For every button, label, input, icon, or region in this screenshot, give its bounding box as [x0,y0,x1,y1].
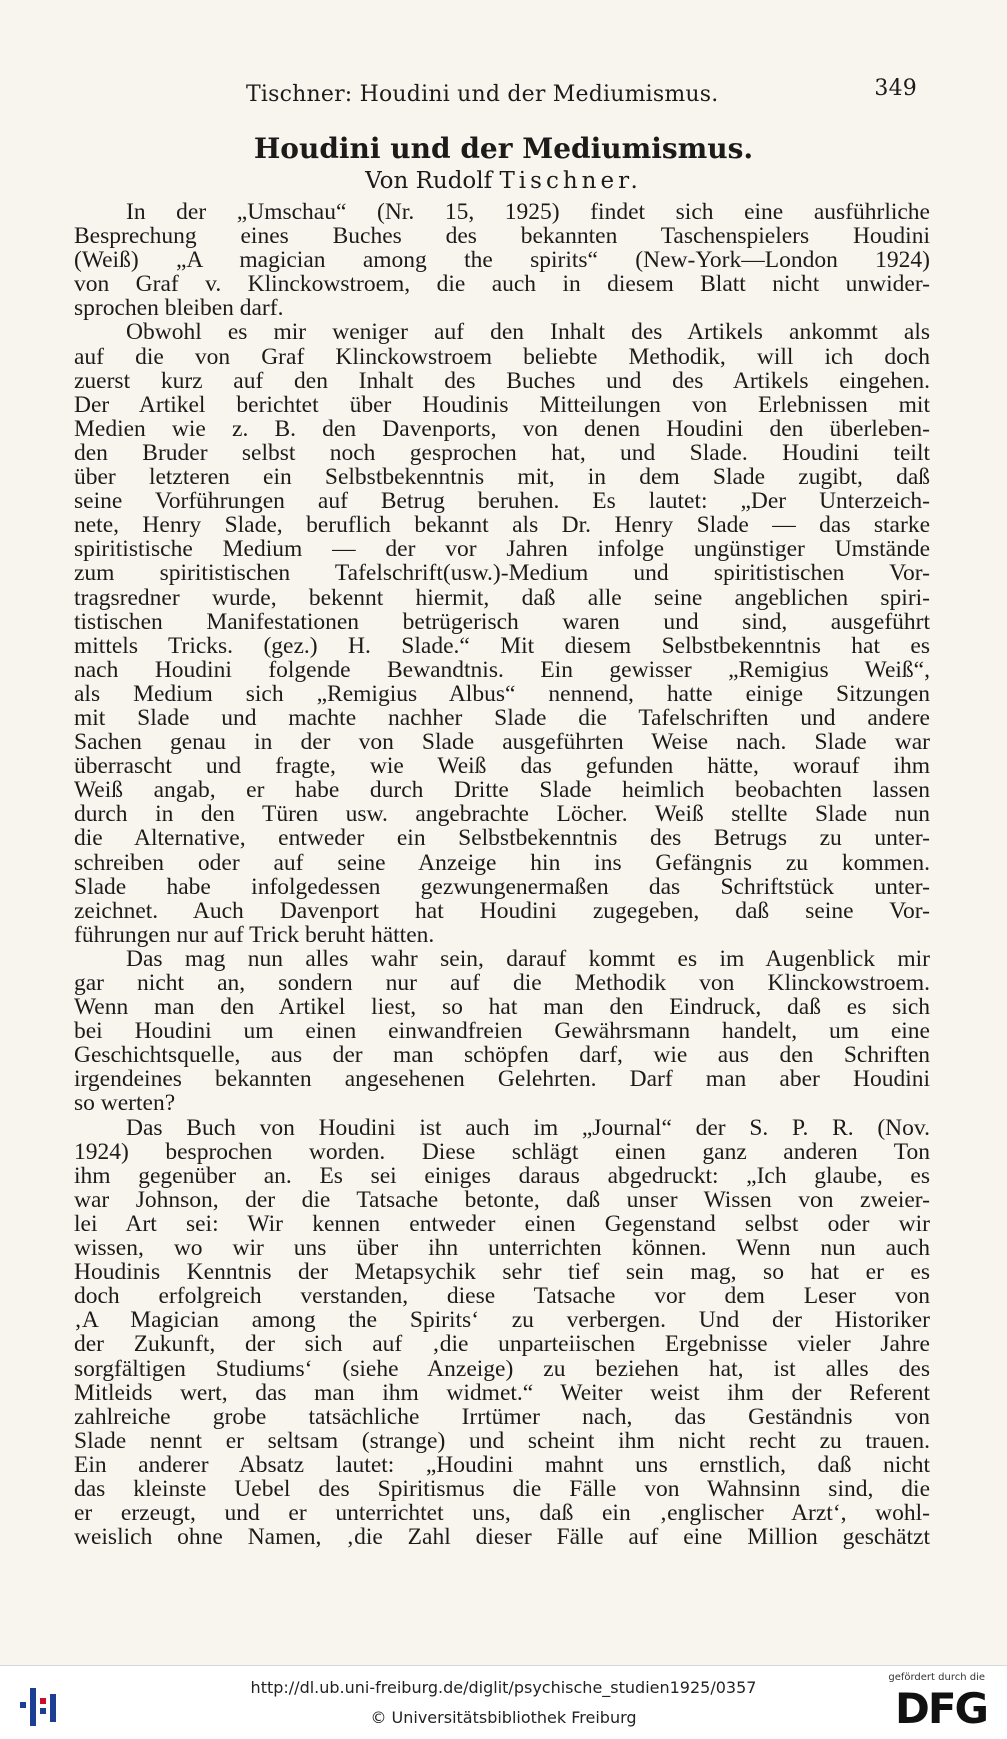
text-line: zahlreiche grobe tatsächliche Irrtümer nach, das Geständnis von [74,1404,930,1429]
text-line: nach Houdini folgende Bewandtnis. Ein gewisser „Remigius Weiß“, [74,657,930,682]
dfg-caption: gefördert durch die [888,1672,985,1683]
text-line: Geschichtsquelle, aus der man schöpfen darf, wie aus den Schriften [74,1043,930,1068]
article-title: Houdini und der Mediumismus. [253,132,754,165]
article-body [74,200,930,1549]
text-line: irgendeines bekannten angesehenen Gelehrten. Darf man aber Houdini [74,1067,930,1092]
text-line: seine Vorführungen auf Betrug beruhen. Es lautet: „Der Unterzeich- [74,489,930,514]
text-line: Houdinis Kenntnis der Metapsychik sehr tief sein mag, so hat er es [74,1260,930,1285]
text-line: die Alternative, entweder ein Selbstbekenntnis des Betrugs zu unter- [74,826,930,851]
text-line: Weiß angab, er habe durch Dritte Slade heimlich beobachten lassen [74,778,930,803]
text-line: Ein anderer Absatz lautet: „Houdini mahnt uns ernstlich, daß nicht [74,1452,930,1477]
text-line: von Graf v. Klinckowstroem, die auch in diesem Blatt nicht unwider- [74,272,930,297]
text-line: tragsredner wurde, bekennt hiermit, daß alle seine angeblichen spiri- [74,585,930,610]
text-line: schreiben oder auf seine Anzeige hin ins Gefängnis zu kommen. [74,850,930,875]
text-line: Sachen genau in der von Slade ausgeführten Weise nach. Slade war [74,730,930,755]
text-line: mit Slade und machte nachher Slade die Tafelschriften und andere [74,705,930,731]
text-line: zeichnet. Auch Davenport hat Houdini zugegeben, daß seine Vor- [74,898,930,923]
article-byline [0,168,1007,194]
text-line: bei Houdini um einen einwandfreien Gewährsmann handelt, um eine [74,1019,930,1044]
dfg-logo-text: DFG [894,1684,987,1733]
text-line: war Johnson, der die Tatsache betonte, daß unser Wissen von zweier- [74,1187,930,1212]
text-line: so werten? [74,1091,176,1116]
text-line: gar nicht an, sondern nur auf die Methodik von Klinckowstroem. [74,971,930,996]
page-number: 349 [874,76,917,101]
text-line: spiritistische Medium — der vor Jahren infolge ungünstiger Umstände [74,537,930,562]
text-line: (Weiß) „A magician among the spirits“ (New-York—London 1924) [74,248,930,273]
text-line: auf die von Graf Klinckowstroem beliebte Methodik, will ich doch [74,344,930,369]
viewer-footer [0,1665,1007,1739]
text-line: Medien wie z. B. den Davenports, von denen Houdini den überleben- [74,416,930,441]
text-line: zum spiritistischen Tafelschrift(usw.)-Medium und spiritistischen Vor- [74,561,930,586]
text-line: nete, Henry Slade, beruflich bekannt als Dr. Henry Slade — das starke [74,513,930,538]
text-line: er erzeugt, und er unterrichtet uns, daß ein ‚englischer Arzt‘, wohl- [74,1501,930,1526]
text-line: ihm gegenüber an. Es sei einiges daraus abgedruckt: „Ich glaube, es [74,1163,930,1188]
dfg-logo [885,1672,997,1734]
text-line: führungen nur auf Trick beruht hätten. [74,922,435,947]
text-line: mittels Tricks. (gez.) H. Slade.“ Mit diesem Selbstbekenntnis hat es [74,633,930,658]
text-line: Das Buch von Houdini ist auch im „Journal“ der S. P. R. (Nov. [126,1115,930,1140]
text-line: überrascht und fragte, wie Weiß das gefunden hätte, worauf ihm [74,754,930,779]
text-line: tistischen Manifestationen betrügerisch waren und sind, ausgeführt [74,609,930,634]
text-line: weislich ohne Namen, ‚die Zahl dieser Fälle auf eine Million geschätzt [74,1525,930,1550]
text-line: der Zukunft, der sich auf ‚die unparteiischen Ergebnisse vieler Jahre [74,1332,930,1357]
text-line: In der „Umschau“ (Nr. 15, 1925) findet sich eine ausführliche [126,200,930,225]
text-line: Slade habe infolgedessen gezwungenermaßen das Schriftstück unter- [74,874,930,899]
text-line: wissen, wo wir uns über ihn unterrichten können. Wenn nun auch [74,1236,930,1261]
text-line: sorgfältigen Studiums‘ (siehe Anzeige) zu beziehen hat, ist alles des [74,1356,930,1381]
byline-prefix: Von Rudolf [365,168,500,194]
text-line: durch in den Türen usw. angebrachte Löcher. Weiß stellte Slade nun [74,802,930,827]
text-line: doch erfolgreich verstanden, diese Tatsache vor dem Leser von [74,1284,930,1309]
byline-author: Tischner. [499,168,642,194]
running-title: Tischner: Houdini und der Mediumismus. [246,82,719,107]
text-line: Slade nennt er seltsam (strange) und scheint ihm nicht recht zu trauen. [74,1428,930,1453]
permalink-url[interactable]: http://dl.ub.uni-freiburg.de/diglit/psychische_studien1925/0357 [250,1678,757,1697]
text-line: Besprechung eines Buches des bekannten Taschenspielers Houdini [74,224,930,249]
text-line: ‚A Magician among the Spirits‘ zu verbergen. Und der Historiker [74,1308,930,1333]
text-line: als Medium sich „Remigius Albus“ nennend, hatte einige Sitzungen [74,681,930,706]
copyright-notice: © Universitätsbibliothek Freiburg [370,1708,637,1727]
text-line: den Bruder selbst noch gesprochen hat, und Slade. Houdini teilt [74,440,930,466]
text-line: Wenn man den Artikel liest, so hat man den Eindruck, daß es sich [74,995,930,1020]
text-line: Mitleids wert, das man ihm widmet.“ Weiter weist ihm der Referent [74,1380,930,1405]
text-line: 1924) besprochen worden. Diese schlägt einen ganz anderen Ton [74,1139,930,1164]
text-line: Der Artikel berichtet über Houdinis Mitteilungen von Erlebnissen mit [74,392,930,417]
text-line: zuerst kurz auf den Inhalt des Buches und des Artikels eingehen. [74,368,930,393]
text-line: das kleinste Uebel des Spiritismus die Fälle von Wahnsinn sind, die [74,1476,930,1502]
text-line: Obwohl es mir weniger auf den Inhalt des Artikels ankommt als [126,320,930,345]
text-line: sprochen bleiben darf. [74,296,284,321]
text-line: Das mag nun alles wahr sein, darauf kommt es im Augenblick mir [126,946,930,971]
text-line: lei Art sei: Wir kennen entweder einen Gegenstand selbst oder wir [74,1211,930,1237]
text-line: über letzteren ein Selbstbekenntnis mit, in dem Slade zugibt, daß [74,465,930,490]
